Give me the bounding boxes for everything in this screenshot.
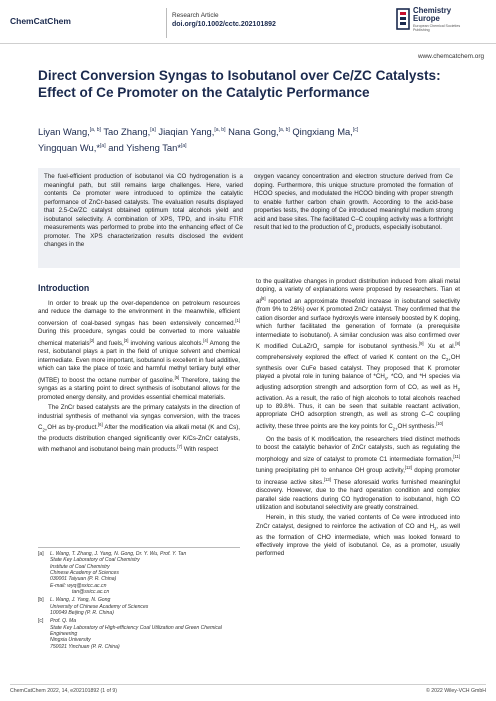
body-left-column <box>38 300 240 457</box>
body-text: tuning precipitating pH to enhance OH group activity, <box>256 467 405 475</box>
subscript: x <box>317 346 320 352</box>
abstract-left-column: The fuel-efficient production of isobutanol via CO hydrogenation is a meaningful path, but still remains large challenges. Here, varied contents Ce promoter were introduced to optimize the catalytic performance of ZnCr-based catalysts. The evaluation results displayed that 2.5-Ce/ZC catalyst obtained optimum total alcohols yield and isobutanol selectivity. A combination of XPS, TPD, and in-situ FTIR measurements was performed to probe into the enhancing effect of Ce promoter. The XPS characterization results disclosed the evident changes in the <box>44 173 243 248</box>
subscript: 2+ <box>42 427 48 433</box>
chemistry-europe-logo-icon <box>396 8 410 30</box>
body-text: , as well as the formation of CHO intermediate, which was looked forward to effectively improve the yield of isobutanol. Ce, as a promoter, usually performed <box>256 522 460 558</box>
author-affil: [a, b] <box>89 127 101 133</box>
body-text: The ZnCr based catalysts are the primary catalysts in the direction of industrial synthesis of methanol via syngas conversion, with the traces C <box>38 404 240 432</box>
citation[interactable]: [3] <box>123 337 129 343</box>
body-text: These aforesaid works furnished meaningful discovery. However, due to the hard operation condition and complex parallel side reactions during CO hydrogenation to isobutanol, high CO utilization and isobutanol selectivity are greatly constrained. <box>256 478 460 511</box>
citation[interactable]: [12] <box>404 465 412 471</box>
author-affil: [a] <box>150 127 156 133</box>
abstract-text: products, especially isobutanol. <box>354 224 442 231</box>
citation[interactable]: [2] <box>89 337 95 343</box>
author-affil: [c] <box>352 127 359 133</box>
body-text: In order to break up the over-dependence on petroleum resources and reduce the damage to the environment in the meanwhile, efficient conversion of coal-based syngas has been extensively concerned. <box>38 300 240 327</box>
citation[interactable]: [11] <box>453 453 460 459</box>
publisher-name-line2: Europe <box>413 14 440 23</box>
author: Nana Gong, <box>225 126 279 138</box>
journal-name: ChemCatChem <box>10 16 71 26</box>
author-affil: [a, b] <box>278 127 290 133</box>
affiliation-line: Chinese Academy of Sciences <box>50 570 119 577</box>
body-text: OH synthesis over CuFe based catalyst. They proposed that K promoter played a pivotal role in tuning balance of *CH <box>256 353 460 381</box>
subscript: 2+ <box>445 357 451 363</box>
body-text: OH as by-product. <box>47 424 99 432</box>
body-text: Therefore, taking the syngas as a starting point to direct synthesis of isobutanol allows for the promoted energy density, and provides essential chemical materials. <box>38 376 240 401</box>
body-paragraph <box>256 436 460 513</box>
affiliation-b <box>38 597 240 616</box>
publisher-subtitle: European Chemical Societies Publishing <box>413 24 461 33</box>
affiliation-line: University of Chinese Academy of Sciences <box>50 603 149 610</box>
body-text: With respect <box>181 446 219 454</box>
affiliation-label: [c] <box>38 618 44 625</box>
footer-citation: ChemCatChem 2022, 14, e202101892 (1 of 9) <box>10 688 117 694</box>
body-text: During this procedure, syngas could be converted to more valuable chemical materials <box>38 328 240 347</box>
body-paragraph <box>38 300 240 402</box>
abstract-box <box>38 168 460 268</box>
affiliation-label: [b] <box>38 597 44 604</box>
section-heading-introduction: Introduction <box>38 283 90 293</box>
citation[interactable]: [5] <box>174 374 180 380</box>
citation[interactable]: [8] <box>260 295 266 301</box>
citation[interactable]: [6] <box>98 422 103 428</box>
body-text: involving various alcohols. <box>128 339 204 347</box>
affiliation-c <box>38 618 240 650</box>
subscript: 2 <box>457 387 460 393</box>
affiliation-line: 750021 Yinchuan (P. R. China) <box>50 643 120 650</box>
subscript: 2+ <box>392 426 398 432</box>
affiliation-divider <box>38 547 240 548</box>
affiliation-line: 030001 Taiyuan (P. R. China) <box>50 576 117 583</box>
author: Jiaqian Yang, <box>155 126 215 138</box>
author-affil: [a] <box>100 143 106 150</box>
body-text: activation. As a result, the ratio of high alcohols to total alcohols reached up to 89.8%. Thus, it can be seen that suitable reactant activation, appropriate CHO adsorption strength, as well as strong C–C coupling activity, these three points are the key points for C <box>256 394 460 430</box>
body-text: After the modification via alkali metal (K and Cs), the products distribution changed significantly over K/Cs-ZnCr catalysts, with methanol and isobutanol being main products. <box>38 424 240 454</box>
body-text: Herein, in this study, the varied contents of Ce were introduced into ZnCr catalyst, designed to reinforce the activation of CO and H <box>256 514 460 530</box>
citation[interactable]: [9] <box>418 341 424 347</box>
subscript: 2 <box>434 526 437 532</box>
affiliation-line: State Key Laboratory of High-efficiency Coal Utilization and Green Chemical Engineering <box>50 624 222 638</box>
author-list <box>38 123 458 155</box>
affiliation-line: Prof. Q. Ma <box>50 618 77 625</box>
subscript: x <box>384 376 387 382</box>
body-text: , *CO, and *H species via adjusting adsorption strength and adsorption form of CO, as well as H <box>256 373 461 391</box>
affiliation-line: Institute of Coal Chemistry <box>50 563 110 570</box>
body-text: comprehensively explored the effect of varied K content on the C <box>256 353 446 361</box>
body-text: doping promoter to increase active sites. <box>256 467 461 486</box>
affiliation-label: [a] <box>38 551 44 557</box>
article-title: Direct Conversion Syngas to Isobutanol over Ce/ZC Catalysts: Effect of Ce Promoter on the Catalytic Performance <box>38 68 441 100</box>
author: Yingquan Wu,* <box>38 142 101 154</box>
body-text: sample for isobutanol synthesis. <box>319 343 419 351</box>
abstract-sub: 4 <box>352 227 355 233</box>
body-text: OH synthesis. <box>397 422 437 430</box>
body-right-column <box>256 278 460 561</box>
journal-website[interactable]: www.chemcatchem.org <box>417 53 484 60</box>
publisher-name-line1: Chemistry <box>413 6 452 15</box>
body-text: and fuels, <box>94 339 124 347</box>
doi-link[interactable]: doi.org/10.1002/cctc.202101892 <box>172 21 276 28</box>
body-text: Xu et al. <box>423 343 456 351</box>
page-header <box>0 0 496 44</box>
author: and Yisheng Tan* <box>105 142 182 154</box>
abstract-text: oxygen vacancy concentration and electron structure derived from Ce doping. Furthermore, this unique structure promoted the formation of HCOO species, and modulated the HCOO binding with proper strength to enable further carbon chain growth. According to the acid-base properties tests, the doping of Ce introduced meaningful medium strong acid and base sites. The facilitated C–C coupling activity was a forthright result that led to the production of C <box>254 173 453 231</box>
affiliation-line: L. Wang, T. Zhang, J. Yang, N. Gong, Dr. Y. Wu, Prof. Y. Tan <box>50 551 187 557</box>
author: Liyan Wang, <box>38 126 90 138</box>
email-link[interactable]: tan@sxicc.ac.cn <box>72 589 110 596</box>
body-text: On the basis of K modification, the researchers tried distinct methods to boost the catalytic behavior of ZnCr catalysts, such as regulating the morphology and size of catalyst to promote C1 intermediate formation, <box>256 435 460 463</box>
email-link[interactable]: E-mail: wyq@sxicc.ac.cn <box>50 582 107 589</box>
affiliations <box>38 551 240 650</box>
body-paragraph <box>256 514 460 559</box>
citation[interactable]: [7] <box>177 444 182 450</box>
affiliation-a <box>38 551 240 595</box>
affiliation-line: Ningxia University <box>50 637 91 644</box>
body-text: to the qualitative changes in product distribution induced from alkali metal doping, a variety of explanations were proposed by researchers. Tian et al <box>256 278 460 305</box>
citation[interactable]: [13] <box>323 476 331 482</box>
body-text: Among the rest, isobutanol plays a part in the field of unique solvent and chemical intermediate. Even more important, isobutanol is excellent in fuel additive, which can take the place of toxic and harmful methyl tertiary butyl ether (MTBE) to boost the octane number of gasoline. <box>38 339 240 384</box>
author-affil: [a, b] <box>214 127 226 133</box>
abstract-right-column <box>254 173 453 235</box>
citation[interactable]: [4] <box>203 337 208 343</box>
author-affil: [a] <box>181 143 187 150</box>
citation[interactable]: [8] <box>455 341 461 347</box>
body-paragraph <box>256 278 460 434</box>
chemistry-europe-logo <box>396 6 492 38</box>
affiliation-line: L. Wang, J. Yang, N. Gong <box>50 597 111 604</box>
affiliation-line: State Key Laboratory of Coal Chemistry <box>50 557 140 564</box>
author: Tao Zhang, <box>100 126 151 138</box>
footer-copyright: © 2022 Wiley-VCH GmbH <box>425 688 486 694</box>
body-paragraph <box>38 404 240 455</box>
header-divider <box>166 8 167 38</box>
article-type: Research Article <box>172 12 219 19</box>
footer-divider <box>10 684 486 685</box>
citation[interactable]: [1] <box>235 317 240 323</box>
citation[interactable]: [10] <box>436 420 444 426</box>
author: Qingxiang Ma, <box>289 126 353 138</box>
affiliation-line: 100049 Beijing (P. R. China) <box>50 610 114 617</box>
body-text: reported an approximate threefold increase in isobutanol selectivity (from 9% to 26%) over K promoted ZnCr catalyst. They confirmed that the cation disorder and surface hydroxyls were intensely boosted by K doping, which further facilitated the generation of formate (a prerequisite intermediate to isobutanol). A similar conclusion was also confirmed over K modified CuLaZrO <box>256 297 460 351</box>
